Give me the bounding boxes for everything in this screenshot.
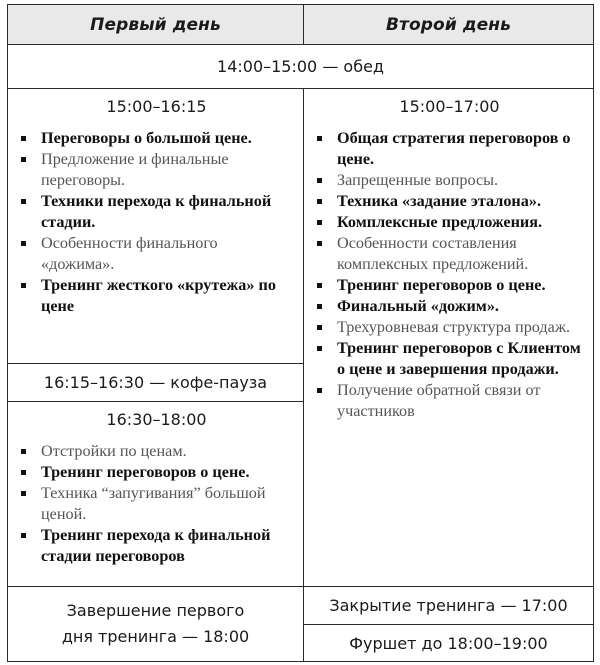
list-item-text: Переговоры о большой цене. xyxy=(41,129,252,147)
coffee-break-row: 16:15–16:30 — кофе-пауза xyxy=(8,364,304,402)
bullet-icon xyxy=(21,199,26,204)
list-item-text: Запрещенные вопросы. xyxy=(337,171,499,189)
day1-block2-time: 16:30–18:00 xyxy=(106,410,207,429)
bullet-icon xyxy=(317,136,322,141)
list-item xyxy=(314,233,585,275)
list-item-text: Получение обратной связи от участников xyxy=(337,381,541,420)
day1-end-line2: дня тренинга — 18:00 xyxy=(61,627,250,646)
bullet-icon xyxy=(317,325,322,330)
list-item-text: Отстройки по ценам. xyxy=(41,442,187,460)
bullet-icon xyxy=(317,346,322,351)
bullet-icon xyxy=(21,533,26,538)
day1-block2-cell xyxy=(8,402,304,587)
list-item xyxy=(314,338,585,380)
list-item xyxy=(18,233,295,275)
list-item xyxy=(314,317,585,338)
list-item-text: Тренинг жесткого «крутежа» по цене xyxy=(41,276,276,315)
list-item-text: Тренинг переговоров о цене. xyxy=(337,276,546,294)
day1-block1-list xyxy=(18,128,295,317)
list-item xyxy=(314,212,585,233)
list-item xyxy=(18,483,295,525)
list-item-text: Техники перехода к финальной стадии. xyxy=(41,192,272,231)
list-item xyxy=(18,441,295,462)
list-item-text: Общая стратегия переговоров о цене. xyxy=(337,129,571,168)
list-item-text: Тренинг перехода к финальной стадии переговоров xyxy=(41,526,271,565)
list-item-text: Трехуровневая структура продаж. xyxy=(337,318,571,336)
list-item xyxy=(18,525,295,567)
list-item-text: Особенности финального «дожима». xyxy=(41,234,218,273)
bullet-icon xyxy=(21,283,26,288)
bullet-icon xyxy=(317,241,322,246)
list-item xyxy=(18,275,295,317)
bullet-icon xyxy=(317,220,322,225)
day1-end-line1: Завершение первого xyxy=(66,601,245,620)
list-item-text: Техника “запугивания” большой ценой. xyxy=(41,484,266,523)
list-item xyxy=(314,296,585,317)
bullet-icon xyxy=(21,157,26,162)
bullet-icon xyxy=(317,304,322,309)
list-item xyxy=(314,170,585,191)
bullet-icon xyxy=(317,283,322,288)
bullet-icon xyxy=(21,470,26,475)
list-item xyxy=(314,380,585,422)
bullet-icon xyxy=(21,241,26,246)
day1-block2-list xyxy=(18,441,295,567)
list-item xyxy=(314,191,585,212)
bullet-icon xyxy=(317,178,322,183)
day2-block-time: 15:00–17:00 xyxy=(399,97,500,116)
day2-block-list xyxy=(314,128,585,422)
list-item-text: Финальный «дожим». xyxy=(337,297,499,315)
list-item-text: Тренинг переговоров о цене. xyxy=(41,463,250,481)
schedule-table xyxy=(7,4,594,662)
list-item xyxy=(18,128,295,149)
bullet-icon xyxy=(21,449,26,454)
list-item xyxy=(314,128,585,170)
day1-block1-cell xyxy=(8,89,304,364)
header-day2: Второй день xyxy=(304,5,594,45)
buffet-row: Фуршет до 18:00–19:00 xyxy=(304,625,594,662)
bullet-icon xyxy=(317,199,322,204)
list-item xyxy=(18,462,295,483)
list-item xyxy=(18,191,295,233)
list-item-text: Комплексные предложения. xyxy=(337,213,543,231)
bullet-icon xyxy=(21,491,26,496)
list-item-text: Техника «задание эталона». xyxy=(337,192,541,210)
day2-block-cell xyxy=(304,89,594,587)
list-item-text: Тренинг переговоров с Клиентом о цене и завершения продажи. xyxy=(337,339,581,378)
day1-block1-time: 15:00–16:15 xyxy=(106,97,207,116)
closing-row: Закрытие тренинга — 17:00 xyxy=(304,587,594,625)
day1-end-cell xyxy=(8,587,304,662)
list-item xyxy=(18,149,295,191)
bullet-icon xyxy=(21,136,26,141)
list-item-text: Предложение и финальные переговоры. xyxy=(41,150,229,189)
list-item xyxy=(314,275,585,296)
header-day1: Первый день xyxy=(8,5,304,45)
bullet-icon xyxy=(317,388,322,393)
lunch-row: 14:00–15:00 — обед xyxy=(8,45,594,89)
list-item-text: Особенности составления комплексных предложений. xyxy=(337,234,529,273)
